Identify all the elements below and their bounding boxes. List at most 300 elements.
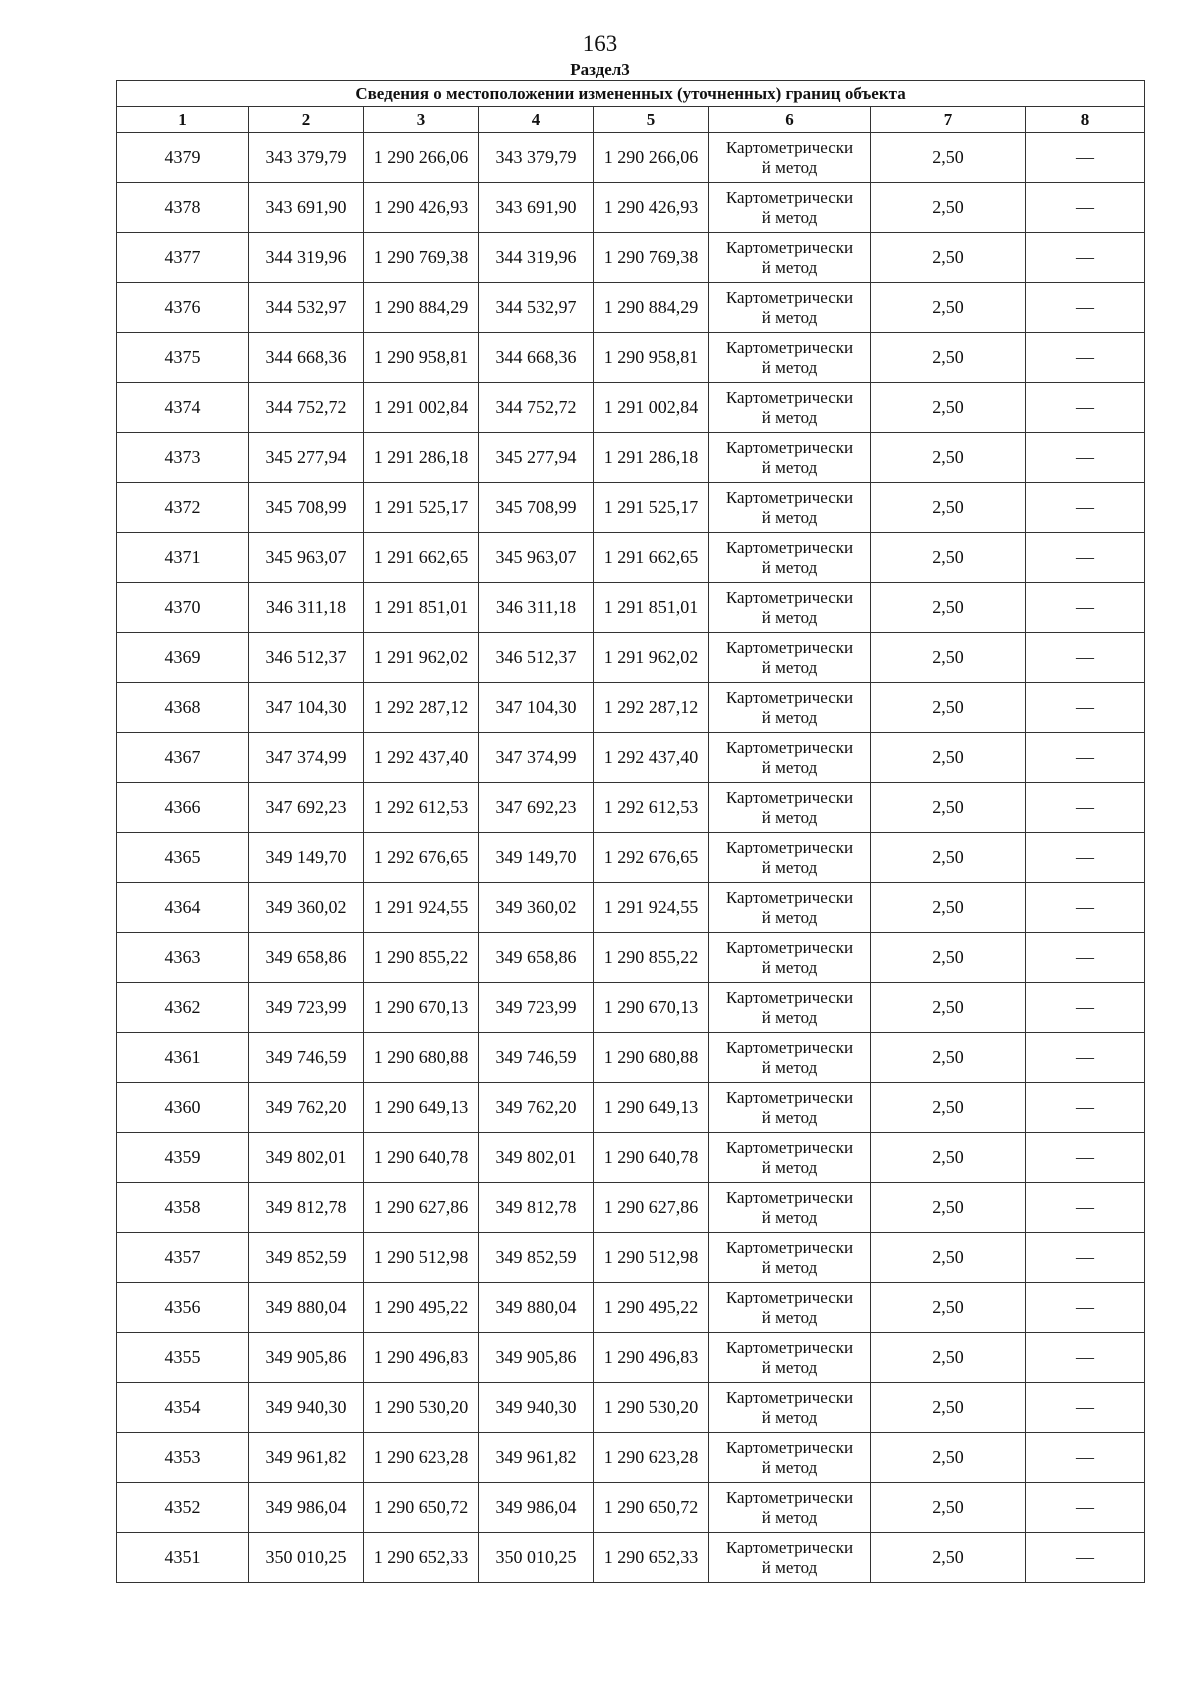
extra-cell: — xyxy=(1026,1083,1145,1133)
extra-cell: — xyxy=(1026,483,1145,533)
extra-cell: — xyxy=(1026,1433,1145,1483)
x-new-cell: 350 010,25 xyxy=(479,1533,594,1583)
x-old-cell: 347 374,99 xyxy=(249,733,364,783)
x-new-cell: 345 708,99 xyxy=(479,483,594,533)
extra-cell: — xyxy=(1026,933,1145,983)
method-line-2: й метод xyxy=(761,257,818,277)
x-new-cell: 347 692,23 xyxy=(479,783,594,833)
table-row xyxy=(117,1333,1145,1383)
method-cell xyxy=(709,1433,871,1483)
accuracy-cell: 2,50 xyxy=(871,1333,1026,1383)
x-new-cell: 349 961,82 xyxy=(479,1433,594,1483)
y-new-cell: 1 290 884,29 xyxy=(594,283,709,333)
point-number-cell: 4365 xyxy=(117,833,249,883)
y-new-cell: 1 290 512,98 xyxy=(594,1233,709,1283)
x-new-cell: 349 723,99 xyxy=(479,983,594,1033)
method-line-2: й метод xyxy=(761,657,818,677)
y-old-cell: 1 292 612,53 xyxy=(364,783,479,833)
extra-cell: — xyxy=(1026,1533,1145,1583)
y-old-cell: 1 290 512,98 xyxy=(364,1233,479,1283)
x-old-cell: 344 532,97 xyxy=(249,283,364,333)
y-new-cell: 1 290 649,13 xyxy=(594,1083,709,1133)
method-cell xyxy=(709,883,871,933)
table-row xyxy=(117,1133,1145,1183)
y-new-cell: 1 292 612,53 xyxy=(594,783,709,833)
method-line-1: Картометрически xyxy=(725,987,854,1007)
method-line-2: й метод xyxy=(761,1557,818,1577)
y-new-cell: 1 290 530,20 xyxy=(594,1383,709,1433)
y-new-cell: 1 290 496,83 xyxy=(594,1333,709,1383)
x-old-cell: 349 940,30 xyxy=(249,1383,364,1433)
column-number: 8 xyxy=(1026,107,1145,133)
y-old-cell: 1 291 962,02 xyxy=(364,633,479,683)
method-line-1: Картометрически xyxy=(725,937,854,957)
y-old-cell: 1 291 924,55 xyxy=(364,883,479,933)
x-old-cell: 349 812,78 xyxy=(249,1183,364,1233)
table-row xyxy=(117,983,1145,1033)
y-old-cell: 1 290 530,20 xyxy=(364,1383,479,1433)
method-cell xyxy=(709,1283,871,1333)
x-new-cell: 346 512,37 xyxy=(479,633,594,683)
y-old-cell: 1 290 650,72 xyxy=(364,1483,479,1533)
extra-cell: — xyxy=(1026,183,1145,233)
extra-cell: — xyxy=(1026,383,1145,433)
point-number-cell: 4368 xyxy=(117,683,249,733)
method-cell xyxy=(709,983,871,1033)
method-line-2: й метод xyxy=(761,957,818,977)
x-old-cell: 349 723,99 xyxy=(249,983,364,1033)
method-line-1: Картометрически xyxy=(725,237,854,257)
method-cell xyxy=(709,1133,871,1183)
point-number-cell: 4372 xyxy=(117,483,249,533)
extra-cell: — xyxy=(1026,433,1145,483)
method-line-2: й метод xyxy=(761,1207,818,1227)
method-line-1: Картометрически xyxy=(725,287,854,307)
method-line-2: й метод xyxy=(761,557,818,577)
extra-cell: — xyxy=(1026,583,1145,633)
accuracy-cell: 2,50 xyxy=(871,1033,1026,1083)
y-new-cell: 1 291 662,65 xyxy=(594,533,709,583)
x-old-cell: 349 852,59 xyxy=(249,1233,364,1283)
x-new-cell: 349 360,02 xyxy=(479,883,594,933)
y-new-cell: 1 291 286,18 xyxy=(594,433,709,483)
table-row xyxy=(117,1033,1145,1083)
y-new-cell: 1 292 287,12 xyxy=(594,683,709,733)
method-line-2: й метод xyxy=(761,407,818,427)
method-line-1: Картометрически xyxy=(725,1037,854,1057)
column-number: 1 xyxy=(117,107,249,133)
method-line-1: Картометрически xyxy=(725,887,854,907)
accuracy-cell: 2,50 xyxy=(871,383,1026,433)
accuracy-cell: 2,50 xyxy=(871,583,1026,633)
y-old-cell: 1 291 851,01 xyxy=(364,583,479,633)
x-new-cell: 345 277,94 xyxy=(479,433,594,483)
x-old-cell: 344 752,72 xyxy=(249,383,364,433)
table-row xyxy=(117,1433,1145,1483)
table-row xyxy=(117,733,1145,783)
accuracy-cell: 2,50 xyxy=(871,333,1026,383)
table-row xyxy=(117,1283,1145,1333)
method-line-2: й метод xyxy=(761,757,818,777)
extra-cell: — xyxy=(1026,633,1145,683)
accuracy-cell: 2,50 xyxy=(871,1133,1026,1183)
accuracy-cell: 2,50 xyxy=(871,1083,1026,1133)
method-line-2: й метод xyxy=(761,1007,818,1027)
y-new-cell: 1 290 650,72 xyxy=(594,1483,709,1533)
point-number-cell: 4369 xyxy=(117,633,249,683)
method-cell xyxy=(709,533,871,583)
accuracy-cell: 2,50 xyxy=(871,1483,1026,1533)
method-line-2: й метод xyxy=(761,307,818,327)
table-row xyxy=(117,883,1145,933)
method-cell xyxy=(709,483,871,533)
y-old-cell: 1 290 649,13 xyxy=(364,1083,479,1133)
y-new-cell: 1 290 495,22 xyxy=(594,1283,709,1333)
column-number: 4 xyxy=(479,107,594,133)
extra-cell: — xyxy=(1026,883,1145,933)
x-old-cell: 344 319,96 xyxy=(249,233,364,283)
column-number: 5 xyxy=(594,107,709,133)
method-cell xyxy=(709,733,871,783)
point-number-cell: 4354 xyxy=(117,1383,249,1433)
extra-cell: — xyxy=(1026,533,1145,583)
table-row xyxy=(117,483,1145,533)
y-new-cell: 1 290 266,06 xyxy=(594,133,709,183)
y-new-cell: 1 291 851,01 xyxy=(594,583,709,633)
y-new-cell: 1 290 680,88 xyxy=(594,1033,709,1083)
y-new-cell: 1 290 426,93 xyxy=(594,183,709,233)
method-cell xyxy=(709,133,871,183)
accuracy-cell: 2,50 xyxy=(871,133,1026,183)
table-row xyxy=(117,383,1145,433)
method-line-1: Картометрически xyxy=(725,1237,854,1257)
extra-cell: — xyxy=(1026,1283,1145,1333)
extra-cell: — xyxy=(1026,233,1145,283)
method-line-1: Картометрически xyxy=(725,1337,854,1357)
y-old-cell: 1 290 640,78 xyxy=(364,1133,479,1183)
method-line-1: Картометрически xyxy=(725,437,854,457)
point-number-cell: 4361 xyxy=(117,1033,249,1083)
extra-cell: — xyxy=(1026,1183,1145,1233)
y-new-cell: 1 290 640,78 xyxy=(594,1133,709,1183)
point-number-cell: 4371 xyxy=(117,533,249,583)
x-new-cell: 344 668,36 xyxy=(479,333,594,383)
method-line-2: й метод xyxy=(761,357,818,377)
y-new-cell: 1 291 962,02 xyxy=(594,633,709,683)
point-number-cell: 4376 xyxy=(117,283,249,333)
y-old-cell: 1 290 855,22 xyxy=(364,933,479,983)
table-row xyxy=(117,133,1145,183)
x-new-cell: 349 746,59 xyxy=(479,1033,594,1083)
y-old-cell: 1 291 002,84 xyxy=(364,383,479,433)
x-new-cell: 343 691,90 xyxy=(479,183,594,233)
method-line-2: й метод xyxy=(761,907,818,927)
y-old-cell: 1 290 627,86 xyxy=(364,1183,479,1233)
y-old-cell: 1 290 652,33 xyxy=(364,1533,479,1583)
point-number-cell: 4378 xyxy=(117,183,249,233)
x-new-cell: 344 532,97 xyxy=(479,283,594,333)
point-number-cell: 4367 xyxy=(117,733,249,783)
x-new-cell: 349 658,86 xyxy=(479,933,594,983)
x-new-cell: 344 319,96 xyxy=(479,233,594,283)
x-old-cell: 349 880,04 xyxy=(249,1283,364,1333)
x-old-cell: 349 149,70 xyxy=(249,833,364,883)
x-new-cell: 349 880,04 xyxy=(479,1283,594,1333)
method-line-2: й метод xyxy=(761,857,818,877)
point-number-cell: 4377 xyxy=(117,233,249,283)
y-new-cell: 1 292 437,40 xyxy=(594,733,709,783)
accuracy-cell: 2,50 xyxy=(871,683,1026,733)
x-new-cell: 349 812,78 xyxy=(479,1183,594,1233)
method-line-2: й метод xyxy=(761,157,818,177)
accuracy-cell: 2,50 xyxy=(871,1433,1026,1483)
point-number-cell: 4355 xyxy=(117,1333,249,1383)
method-line-1: Картометрически xyxy=(725,1187,854,1207)
x-new-cell: 349 940,30 xyxy=(479,1383,594,1433)
table-row xyxy=(117,183,1145,233)
y-new-cell: 1 290 627,86 xyxy=(594,1183,709,1233)
x-new-cell: 349 905,86 xyxy=(479,1333,594,1383)
method-line-1: Картометрически xyxy=(725,637,854,657)
y-old-cell: 1 292 676,65 xyxy=(364,833,479,883)
method-cell xyxy=(709,383,871,433)
accuracy-cell: 2,50 xyxy=(871,533,1026,583)
accuracy-cell: 2,50 xyxy=(871,883,1026,933)
x-old-cell: 346 311,18 xyxy=(249,583,364,633)
point-number-cell: 4357 xyxy=(117,1233,249,1283)
x-new-cell: 343 379,79 xyxy=(479,133,594,183)
method-line-1: Картометрически xyxy=(725,487,854,507)
method-line-2: й метод xyxy=(761,1357,818,1377)
x-old-cell: 349 802,01 xyxy=(249,1133,364,1183)
table-row xyxy=(117,1383,1145,1433)
method-cell xyxy=(709,683,871,733)
extra-cell: — xyxy=(1026,683,1145,733)
method-line-1: Картометрически xyxy=(725,1387,854,1407)
x-new-cell: 347 104,30 xyxy=(479,683,594,733)
extra-cell: — xyxy=(1026,1033,1145,1083)
x-old-cell: 344 668,36 xyxy=(249,333,364,383)
accuracy-cell: 2,50 xyxy=(871,983,1026,1033)
extra-cell: — xyxy=(1026,983,1145,1033)
method-line-1: Картометрически xyxy=(725,1287,854,1307)
x-old-cell: 349 746,59 xyxy=(249,1033,364,1083)
point-number-cell: 4360 xyxy=(117,1083,249,1133)
table-row xyxy=(117,633,1145,683)
extra-cell: — xyxy=(1026,733,1145,783)
method-line-1: Картометрически xyxy=(725,337,854,357)
y-old-cell: 1 290 495,22 xyxy=(364,1283,479,1333)
table-row xyxy=(117,933,1145,983)
y-new-cell: 1 292 676,65 xyxy=(594,833,709,883)
accuracy-cell: 2,50 xyxy=(871,733,1026,783)
method-line-2: й метод xyxy=(761,1457,818,1477)
y-old-cell: 1 291 662,65 xyxy=(364,533,479,583)
point-number-cell: 4351 xyxy=(117,1533,249,1583)
method-line-2: й метод xyxy=(761,1307,818,1327)
method-cell xyxy=(709,583,871,633)
x-old-cell: 349 762,20 xyxy=(249,1083,364,1133)
method-cell xyxy=(709,783,871,833)
table-row xyxy=(117,1483,1145,1533)
y-old-cell: 1 290 496,83 xyxy=(364,1333,479,1383)
point-number-cell: 4353 xyxy=(117,1433,249,1483)
accuracy-cell: 2,50 xyxy=(871,283,1026,333)
method-line-1: Картометрически xyxy=(725,1487,854,1507)
x-old-cell: 347 104,30 xyxy=(249,683,364,733)
method-line-2: й метод xyxy=(761,1257,818,1277)
point-number-cell: 4363 xyxy=(117,933,249,983)
table-row xyxy=(117,1533,1145,1583)
method-line-2: й метод xyxy=(761,1407,818,1427)
y-old-cell: 1 290 884,29 xyxy=(364,283,479,333)
method-line-2: й метод xyxy=(761,1107,818,1127)
point-number-cell: 4356 xyxy=(117,1283,249,1333)
x-new-cell: 349 986,04 xyxy=(479,1483,594,1533)
y-new-cell: 1 290 670,13 xyxy=(594,983,709,1033)
y-new-cell: 1 290 958,81 xyxy=(594,333,709,383)
method-line-1: Картометрически xyxy=(725,1437,854,1457)
x-old-cell: 345 708,99 xyxy=(249,483,364,533)
method-line-1: Картометрически xyxy=(725,787,854,807)
accuracy-cell: 2,50 xyxy=(871,1283,1026,1333)
method-line-1: Картометрически xyxy=(725,1087,854,1107)
table-row xyxy=(117,1233,1145,1283)
x-old-cell: 350 010,25 xyxy=(249,1533,364,1583)
method-line-1: Картометрически xyxy=(725,1137,854,1157)
method-cell xyxy=(709,183,871,233)
table-row xyxy=(117,833,1145,883)
method-line-1: Картометрически xyxy=(725,587,854,607)
extra-cell: — xyxy=(1026,833,1145,883)
point-number-cell: 4352 xyxy=(117,1483,249,1533)
x-old-cell: 349 986,04 xyxy=(249,1483,364,1533)
method-cell xyxy=(709,1233,871,1283)
extra-cell: — xyxy=(1026,783,1145,833)
method-line-2: й метод xyxy=(761,607,818,627)
y-new-cell: 1 291 002,84 xyxy=(594,383,709,433)
x-new-cell: 344 752,72 xyxy=(479,383,594,433)
extra-cell: — xyxy=(1026,1483,1145,1533)
point-number-cell: 4358 xyxy=(117,1183,249,1233)
y-new-cell: 1 290 769,38 xyxy=(594,233,709,283)
accuracy-cell: 2,50 xyxy=(871,833,1026,883)
method-cell xyxy=(709,1083,871,1133)
accuracy-cell: 2,50 xyxy=(871,233,1026,283)
y-old-cell: 1 290 769,38 xyxy=(364,233,479,283)
y-old-cell: 1 290 958,81 xyxy=(364,333,479,383)
method-cell xyxy=(709,833,871,883)
y-new-cell: 1 290 652,33 xyxy=(594,1533,709,1583)
y-old-cell: 1 290 426,93 xyxy=(364,183,479,233)
accuracy-cell: 2,50 xyxy=(871,433,1026,483)
method-line-2: й метод xyxy=(761,207,818,227)
accuracy-cell: 2,50 xyxy=(871,1233,1026,1283)
x-old-cell: 343 691,90 xyxy=(249,183,364,233)
y-old-cell: 1 290 623,28 xyxy=(364,1433,479,1483)
method-cell xyxy=(709,233,871,283)
coordinates-table xyxy=(116,80,1145,1583)
point-number-cell: 4364 xyxy=(117,883,249,933)
y-old-cell: 1 290 680,88 xyxy=(364,1033,479,1083)
method-cell xyxy=(709,433,871,483)
section-title: Раздел3 xyxy=(570,60,630,79)
x-new-cell: 347 374,99 xyxy=(479,733,594,783)
x-old-cell: 345 963,07 xyxy=(249,533,364,583)
accuracy-cell: 2,50 xyxy=(871,633,1026,683)
page-number: 163 xyxy=(582,31,618,56)
x-new-cell: 349 852,59 xyxy=(479,1233,594,1283)
extra-cell: — xyxy=(1026,133,1145,183)
method-line-1: Картометрически xyxy=(725,687,854,707)
column-number: 7 xyxy=(871,107,1026,133)
method-line-2: й метод xyxy=(761,807,818,827)
method-line-2: й метод xyxy=(761,457,818,477)
method-cell xyxy=(709,1333,871,1383)
y-old-cell: 1 291 286,18 xyxy=(364,433,479,483)
x-new-cell: 349 762,20 xyxy=(479,1083,594,1133)
table-row xyxy=(117,1083,1145,1133)
method-line-2: й метод xyxy=(761,707,818,727)
accuracy-cell: 2,50 xyxy=(871,1183,1026,1233)
y-old-cell: 1 292 287,12 xyxy=(364,683,479,733)
method-cell xyxy=(709,1383,871,1433)
column-number: 6 xyxy=(709,107,871,133)
accuracy-cell: 2,50 xyxy=(871,1533,1026,1583)
method-line-2: й метод xyxy=(761,507,818,527)
method-cell xyxy=(709,283,871,333)
accuracy-cell: 2,50 xyxy=(871,1383,1026,1433)
method-line-1: Картометрически xyxy=(725,737,854,757)
method-cell xyxy=(709,333,871,383)
x-old-cell: 343 379,79 xyxy=(249,133,364,183)
method-cell xyxy=(709,1483,871,1533)
x-new-cell: 349 802,01 xyxy=(479,1133,594,1183)
point-number-cell: 4366 xyxy=(117,783,249,833)
x-old-cell: 349 658,86 xyxy=(249,933,364,983)
x-old-cell: 349 360,02 xyxy=(249,883,364,933)
y-new-cell: 1 290 855,22 xyxy=(594,933,709,983)
accuracy-cell: 2,50 xyxy=(871,183,1026,233)
point-number-cell: 4362 xyxy=(117,983,249,1033)
y-old-cell: 1 290 266,06 xyxy=(364,133,479,183)
method-line-2: й метод xyxy=(761,1507,818,1527)
method-line-2: й метод xyxy=(761,1057,818,1077)
method-line-1: Картометрически xyxy=(725,137,854,157)
x-old-cell: 349 905,86 xyxy=(249,1333,364,1383)
table-row xyxy=(117,1183,1145,1233)
y-old-cell: 1 290 670,13 xyxy=(364,983,479,1033)
x-old-cell: 347 692,23 xyxy=(249,783,364,833)
extra-cell: — xyxy=(1026,1383,1145,1433)
extra-cell: — xyxy=(1026,1133,1145,1183)
method-line-1: Картометрически xyxy=(725,1537,854,1557)
x-new-cell: 346 311,18 xyxy=(479,583,594,633)
method-cell xyxy=(709,1183,871,1233)
method-line-2: й метод xyxy=(761,1157,818,1177)
x-old-cell: 349 961,82 xyxy=(249,1433,364,1483)
x-old-cell: 345 277,94 xyxy=(249,433,364,483)
table-caption: Сведения о местоположении измененных (уточненных) границ объекта xyxy=(117,81,1145,107)
method-cell xyxy=(709,1533,871,1583)
table-row xyxy=(117,533,1145,583)
table-row xyxy=(117,783,1145,833)
y-new-cell: 1 291 924,55 xyxy=(594,883,709,933)
table-row xyxy=(117,683,1145,733)
table-row xyxy=(117,283,1145,333)
method-line-1: Картометрически xyxy=(725,837,854,857)
column-number: 2 xyxy=(249,107,364,133)
